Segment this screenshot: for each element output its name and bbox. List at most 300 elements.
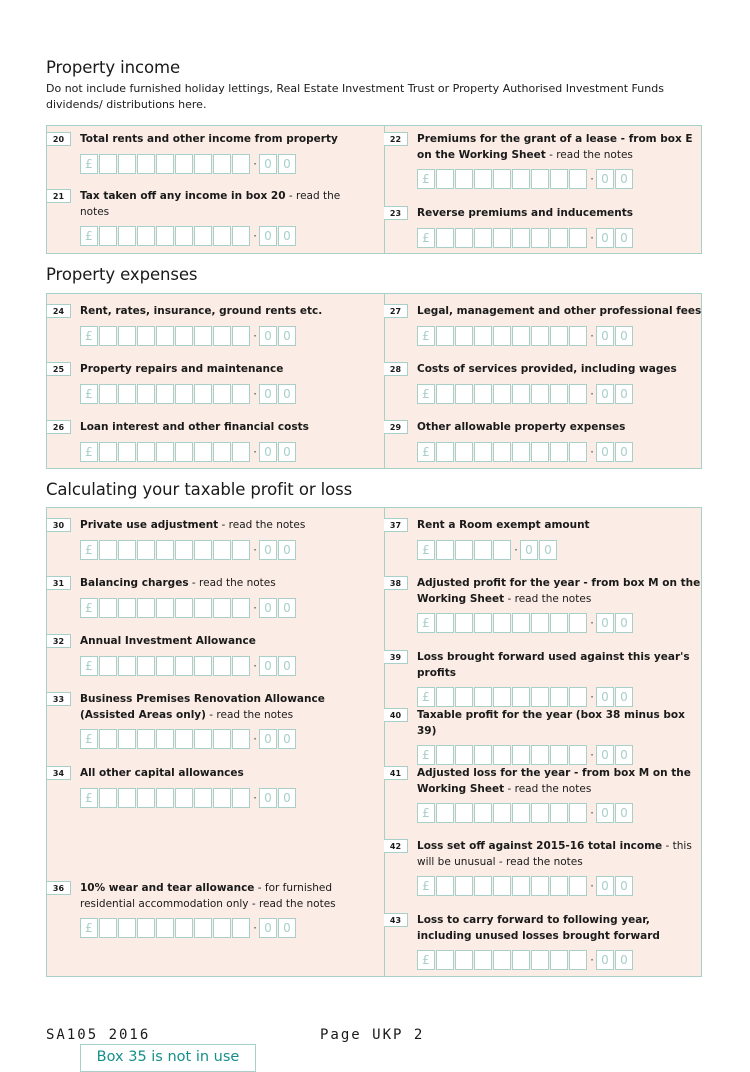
digit-cell[interactable] — [137, 326, 155, 346]
digit-cell[interactable] — [99, 598, 117, 618]
digit-cell[interactable] — [118, 656, 136, 676]
digit-cell[interactable] — [175, 384, 193, 404]
digit-cell[interactable] — [493, 876, 511, 896]
digit-cell[interactable] — [99, 656, 117, 676]
box-label — [417, 362, 707, 378]
digit-cell[interactable] — [474, 745, 492, 765]
pound-digit-cell[interactable]: £ — [417, 803, 435, 823]
pound-digit-cell[interactable]: £ — [417, 687, 435, 707]
amount-entry[interactable] — [80, 656, 297, 676]
digit-cell[interactable] — [175, 788, 193, 808]
amount-entry[interactable] — [417, 745, 634, 765]
digit-cell[interactable] — [436, 613, 454, 633]
box-label-bold: 10% wear and tear allowance — [80, 882, 255, 894]
digit-cell[interactable] — [213, 540, 231, 560]
digit-cell[interactable] — [455, 169, 473, 189]
digit-cell[interactable] — [137, 788, 155, 808]
box-label — [417, 132, 707, 163]
pound-digit-cell[interactable]: £ — [80, 598, 98, 618]
digit-cell[interactable] — [156, 226, 174, 246]
digit-cell[interactable] — [436, 745, 454, 765]
digit-cell[interactable] — [531, 687, 549, 707]
digit-cell[interactable] — [213, 788, 231, 808]
digit-cell[interactable] — [118, 918, 136, 938]
digit-cell[interactable] — [531, 326, 549, 346]
digit-cell[interactable] — [550, 687, 568, 707]
decimal-point: · — [253, 229, 257, 243]
digit-cell[interactable] — [99, 442, 117, 462]
digit-cell[interactable] — [493, 687, 511, 707]
digit-cell[interactable] — [493, 169, 511, 189]
digit-cell[interactable] — [531, 169, 549, 189]
digit-cell[interactable] — [232, 598, 250, 618]
digit-cell[interactable] — [474, 803, 492, 823]
digit-cell[interactable] — [493, 442, 511, 462]
decimal-point: · — [590, 387, 594, 401]
digit-cell[interactable] — [232, 442, 250, 462]
box-label — [80, 132, 370, 148]
digit-cell[interactable] — [137, 384, 155, 404]
digit-cell[interactable] — [175, 326, 193, 346]
pound-digit-cell[interactable]: £ — [417, 950, 435, 970]
digit-cell[interactable] — [512, 876, 530, 896]
digit-cell[interactable] — [569, 745, 587, 765]
pound-digit-cell[interactable]: £ — [80, 226, 98, 246]
digit-cell[interactable] — [118, 384, 136, 404]
decimal-point: · — [590, 806, 594, 820]
box-label-bold: Reverse premiums and inducements — [417, 207, 634, 219]
pence-cell: 0 — [596, 745, 614, 765]
digit-cell[interactable] — [550, 326, 568, 346]
digit-cell[interactable] — [118, 154, 136, 174]
pound-digit-cell[interactable]: £ — [417, 384, 435, 404]
digit-cell[interactable] — [474, 228, 492, 248]
amount-entry[interactable] — [80, 598, 297, 618]
digit-cell[interactable] — [194, 788, 212, 808]
box-label-bold: Taxable profit for the year (box 38 minus box 39) — [417, 709, 685, 737]
digit-cell[interactable] — [232, 656, 250, 676]
digit-cell[interactable] — [493, 803, 511, 823]
digit-cell[interactable] — [474, 613, 492, 633]
amount-entry[interactable] — [80, 788, 297, 808]
digit-cell[interactable] — [436, 384, 454, 404]
digit-cell[interactable] — [118, 788, 136, 808]
digit-cell[interactable] — [455, 687, 473, 707]
box-label-bold: Legal, management and other professional fees — [417, 305, 702, 317]
digit-cell[interactable] — [175, 226, 193, 246]
box-label — [80, 304, 370, 320]
digit-cell[interactable] — [531, 803, 549, 823]
digit-cell[interactable] — [232, 729, 250, 749]
digit-cell[interactable] — [175, 442, 193, 462]
pound-digit-cell[interactable]: £ — [80, 918, 98, 938]
decimal-point: · — [590, 879, 594, 893]
digit-cell[interactable] — [213, 598, 231, 618]
amount-entry[interactable] — [417, 540, 558, 560]
digit-cell[interactable] — [436, 876, 454, 896]
box-label-bold: Loss to carry forward to following year, including unused losses brought forward — [417, 914, 660, 942]
digit-cell[interactable] — [99, 788, 117, 808]
digit-cell[interactable] — [550, 803, 568, 823]
box-label-note: - read the notes — [80, 190, 341, 218]
digit-cell[interactable] — [156, 788, 174, 808]
digit-cell[interactable] — [550, 169, 568, 189]
digit-cell[interactable] — [436, 228, 454, 248]
pound-digit-cell[interactable]: £ — [80, 788, 98, 808]
digit-cell[interactable] — [175, 540, 193, 560]
digit-cell[interactable] — [569, 442, 587, 462]
digit-cell[interactable] — [512, 384, 530, 404]
digit-cell[interactable] — [118, 598, 136, 618]
box-label — [80, 518, 370, 534]
digit-cell[interactable] — [175, 154, 193, 174]
digit-cell[interactable] — [156, 326, 174, 346]
amount-entry[interactable] — [417, 950, 634, 970]
amount-entry[interactable] — [417, 228, 634, 248]
digit-cell[interactable] — [232, 154, 250, 174]
digit-cell[interactable] — [175, 918, 193, 938]
digit-cell[interactable] — [455, 384, 473, 404]
amount-entry[interactable] — [80, 226, 297, 246]
box-number: 32 — [47, 634, 71, 648]
digit-cell[interactable] — [194, 598, 212, 618]
digit-cell[interactable] — [99, 540, 117, 560]
digit-cell[interactable] — [213, 384, 231, 404]
property-income-intro: Do not include furnished holiday lettings, Real Estate Investment Trust or Property Authorised Investment Funds dividends/ distributions here. — [46, 82, 664, 111]
digit-cell[interactable] — [436, 540, 454, 560]
box-label — [80, 420, 370, 436]
box-label-note: - read the notes — [545, 148, 633, 161]
digit-cell[interactable] — [156, 154, 174, 174]
box-label-note: - this will be unusual - read the notes — [417, 840, 692, 868]
digit-cell[interactable] — [175, 656, 193, 676]
pound-digit-cell[interactable]: £ — [80, 540, 98, 560]
digit-cell[interactable] — [232, 226, 250, 246]
box-label — [80, 692, 370, 723]
digit-cell[interactable] — [137, 598, 155, 618]
digit-cell[interactable] — [493, 540, 511, 560]
digit-cell[interactable] — [493, 950, 511, 970]
digit-cell[interactable] — [455, 613, 473, 633]
amount-entry[interactable] — [417, 384, 634, 404]
digit-cell[interactable] — [118, 442, 136, 462]
digit-cell[interactable] — [531, 442, 549, 462]
digit-cell[interactable] — [474, 876, 492, 896]
decimal-point: · — [253, 921, 257, 935]
digit-cell[interactable] — [550, 384, 568, 404]
digit-cell[interactable] — [531, 228, 549, 248]
digit-cell[interactable] — [118, 540, 136, 560]
digit-cell[interactable] — [99, 154, 117, 174]
pound-digit-cell[interactable]: £ — [417, 745, 435, 765]
digit-cell[interactable] — [194, 384, 212, 404]
pence-cell: 0 — [259, 598, 277, 618]
box-label-note: - read the notes — [188, 577, 276, 589]
digit-cell[interactable] — [232, 540, 250, 560]
digit-cell[interactable] — [436, 687, 454, 707]
digit-cell[interactable] — [137, 729, 155, 749]
digit-cell[interactable] — [455, 803, 473, 823]
digit-cell[interactable] — [213, 326, 231, 346]
pence-cell: 0 — [615, 613, 633, 633]
digit-cell[interactable] — [213, 729, 231, 749]
digit-cell[interactable] — [232, 918, 250, 938]
digit-cell[interactable] — [474, 540, 492, 560]
box-label — [80, 189, 370, 220]
box-label-bold: Tax taken off any income in box 20 — [80, 190, 286, 202]
box-label — [417, 518, 707, 534]
column-divider — [384, 294, 385, 468]
amount-entry[interactable] — [80, 384, 297, 404]
digit-cell[interactable] — [550, 745, 568, 765]
section-title-property-expenses: Property expenses — [46, 265, 198, 284]
box-label — [417, 420, 707, 436]
digit-cell[interactable] — [474, 442, 492, 462]
box-label-bold: Annual Investment Allowance — [80, 635, 256, 647]
amount-entry[interactable] — [80, 442, 297, 462]
decimal-point: · — [590, 616, 594, 630]
digit-cell[interactable] — [156, 442, 174, 462]
box-number: 31 — [47, 576, 71, 590]
pence-cell: 0 — [278, 326, 296, 346]
amount-entry[interactable] — [417, 613, 634, 633]
digit-cell[interactable] — [213, 656, 231, 676]
box-number: 22 — [384, 132, 408, 146]
box-label-note: - for furnished residential accommodation only - read the notes — [80, 882, 336, 910]
digit-cell[interactable] — [194, 442, 212, 462]
digit-cell[interactable] — [569, 950, 587, 970]
box-label-bold: Business Premises Renovation Allowance (Assisted Areas only) — [80, 693, 325, 721]
digit-cell[interactable] — [436, 803, 454, 823]
digit-cell[interactable] — [531, 745, 549, 765]
pence-cell: 0 — [278, 788, 296, 808]
digit-cell[interactable] — [512, 803, 530, 823]
digit-cell[interactable] — [232, 326, 250, 346]
decimal-point: · — [590, 172, 594, 186]
amount-entry[interactable] — [417, 687, 634, 707]
amount-entry[interactable] — [417, 876, 634, 896]
digit-cell[interactable] — [175, 729, 193, 749]
digit-cell[interactable] — [569, 384, 587, 404]
decimal-point: · — [253, 445, 257, 459]
digit-cell[interactable] — [512, 613, 530, 633]
amount-entry[interactable] — [80, 326, 297, 346]
decimal-point: · — [590, 329, 594, 343]
box-label — [80, 881, 370, 912]
digit-cell[interactable] — [232, 384, 250, 404]
digit-cell[interactable] — [194, 226, 212, 246]
digit-cell[interactable] — [455, 876, 473, 896]
box-number: 26 — [47, 420, 71, 434]
digit-cell[interactable] — [550, 876, 568, 896]
pence-cell: 0 — [615, 950, 633, 970]
pence-cell: 0 — [596, 687, 614, 707]
digit-cell[interactable] — [99, 918, 117, 938]
digit-cell[interactable] — [474, 950, 492, 970]
digit-cell[interactable] — [156, 540, 174, 560]
pence-cell: 0 — [259, 442, 277, 462]
digit-cell[interactable] — [455, 950, 473, 970]
digit-cell[interactable] — [512, 950, 530, 970]
digit-cell[interactable] — [232, 788, 250, 808]
digit-cell[interactable] — [156, 729, 174, 749]
digit-cell[interactable] — [531, 950, 549, 970]
digit-cell[interactable] — [531, 384, 549, 404]
digit-cell[interactable] — [493, 384, 511, 404]
pence-cell: 0 — [615, 442, 633, 462]
digit-cell[interactable] — [493, 745, 511, 765]
digit-cell[interactable] — [99, 384, 117, 404]
pound-digit-cell[interactable]: £ — [417, 540, 435, 560]
digit-cell[interactable] — [455, 326, 473, 346]
digit-cell[interactable] — [474, 384, 492, 404]
digit-cell[interactable] — [512, 745, 530, 765]
pound-digit-cell[interactable]: £ — [80, 442, 98, 462]
digit-cell[interactable] — [137, 154, 155, 174]
digit-cell[interactable] — [118, 326, 136, 346]
digit-cell[interactable] — [99, 326, 117, 346]
digit-cell[interactable] — [194, 154, 212, 174]
digit-cell[interactable] — [569, 326, 587, 346]
digit-cell[interactable] — [175, 598, 193, 618]
amount-entry[interactable] — [417, 326, 634, 346]
amount-entry[interactable] — [417, 803, 634, 823]
section-title-taxable-profit: Calculating your taxable profit or loss — [46, 480, 353, 499]
box-label — [417, 913, 707, 944]
box-label-bold: Private use adjustment — [80, 519, 219, 531]
box-number: 29 — [384, 420, 408, 434]
amount-entry[interactable] — [80, 540, 297, 560]
amount-entry[interactable] — [80, 729, 297, 749]
amount-entry[interactable] — [80, 918, 297, 938]
digit-cell[interactable] — [569, 876, 587, 896]
digit-cell[interactable] — [137, 918, 155, 938]
box-number: 28 — [384, 362, 408, 376]
box-label-bold: Rent, rates, insurance, ground rents etc. — [80, 305, 323, 317]
amount-entry[interactable] — [80, 154, 297, 174]
digit-cell[interactable] — [455, 745, 473, 765]
digit-cell[interactable] — [137, 442, 155, 462]
box-number: 33 — [47, 692, 71, 706]
digit-cell[interactable] — [194, 326, 212, 346]
pence-cell: 0 — [259, 384, 277, 404]
digit-cell[interactable] — [512, 169, 530, 189]
digit-cell[interactable] — [137, 226, 155, 246]
digit-cell[interactable] — [512, 687, 530, 707]
decimal-point: · — [590, 445, 594, 459]
pound-digit-cell[interactable]: £ — [417, 228, 435, 248]
box-number: 25 — [47, 362, 71, 376]
pound-digit-cell[interactable]: £ — [80, 656, 98, 676]
pence-cell: 0 — [596, 613, 614, 633]
amount-entry[interactable] — [417, 169, 634, 189]
box-label — [417, 708, 707, 739]
digit-cell[interactable] — [569, 169, 587, 189]
pence-cell: 0 — [596, 228, 614, 248]
digit-cell[interactable] — [194, 918, 212, 938]
digit-cell[interactable] — [213, 918, 231, 938]
digit-cell[interactable] — [156, 656, 174, 676]
digit-cell[interactable] — [512, 442, 530, 462]
digit-cell[interactable] — [194, 540, 212, 560]
decimal-point: · — [253, 732, 257, 746]
digit-cell[interactable] — [436, 169, 454, 189]
digit-cell[interactable] — [550, 950, 568, 970]
digit-cell[interactable] — [455, 540, 473, 560]
box-label-note: - read the notes — [205, 708, 294, 721]
pound-digit-cell[interactable]: £ — [80, 729, 98, 749]
digit-cell[interactable] — [474, 169, 492, 189]
digit-cell[interactable] — [512, 228, 530, 248]
box-label-bold: All other capital allowances — [80, 767, 244, 779]
pound-digit-cell[interactable]: £ — [417, 442, 435, 462]
digit-cell[interactable] — [569, 613, 587, 633]
digit-cell[interactable] — [531, 613, 549, 633]
box-number: 30 — [47, 518, 71, 532]
pound-digit-cell[interactable]: £ — [80, 384, 98, 404]
pound-digit-cell[interactable]: £ — [417, 876, 435, 896]
box-label-bold: Premiums for the grant of a lease - from box E on the Working Sheet — [417, 133, 693, 161]
digit-cell[interactable] — [137, 656, 155, 676]
digit-cell[interactable] — [512, 326, 530, 346]
pound-digit-cell[interactable]: £ — [80, 154, 98, 174]
digit-cell[interactable] — [531, 876, 549, 896]
digit-cell[interactable] — [455, 442, 473, 462]
decimal-point: · — [253, 329, 257, 343]
digit-cell[interactable] — [194, 656, 212, 676]
decimal-point: · — [514, 543, 518, 557]
decimal-point: · — [253, 791, 257, 805]
digit-cell[interactable] — [569, 228, 587, 248]
digit-cell[interactable] — [156, 918, 174, 938]
digit-cell[interactable] — [436, 950, 454, 970]
digit-cell[interactable] — [493, 228, 511, 248]
pound-digit-cell[interactable]: £ — [80, 326, 98, 346]
digit-cell[interactable] — [436, 326, 454, 346]
digit-cell[interactable] — [118, 226, 136, 246]
digit-cell[interactable] — [156, 384, 174, 404]
digit-cell[interactable] — [118, 729, 136, 749]
amount-entry[interactable] — [417, 442, 634, 462]
pound-digit-cell[interactable]: £ — [417, 613, 435, 633]
pound-digit-cell[interactable]: £ — [417, 169, 435, 189]
digit-cell[interactable] — [156, 598, 174, 618]
decimal-point: · — [253, 601, 257, 615]
digit-cell[interactable] — [550, 613, 568, 633]
digit-cell[interactable] — [569, 803, 587, 823]
digit-cell[interactable] — [493, 326, 511, 346]
digit-cell[interactable] — [493, 613, 511, 633]
digit-cell[interactable] — [99, 729, 117, 749]
digit-cell[interactable] — [99, 226, 117, 246]
pound-digit-cell[interactable]: £ — [417, 326, 435, 346]
digit-cell[interactable] — [455, 228, 473, 248]
digit-cell[interactable] — [474, 326, 492, 346]
digit-cell[interactable] — [569, 687, 587, 707]
digit-cell[interactable] — [550, 442, 568, 462]
digit-cell[interactable] — [213, 226, 231, 246]
digit-cell[interactable] — [550, 228, 568, 248]
digit-cell[interactable] — [213, 442, 231, 462]
digit-cell[interactable] — [213, 154, 231, 174]
digit-cell[interactable] — [194, 729, 212, 749]
pence-cell: 0 — [615, 803, 633, 823]
digit-cell[interactable] — [137, 540, 155, 560]
digit-cell[interactable] — [436, 442, 454, 462]
digit-cell[interactable] — [474, 687, 492, 707]
decimal-point: · — [253, 387, 257, 401]
box-label — [417, 576, 707, 607]
